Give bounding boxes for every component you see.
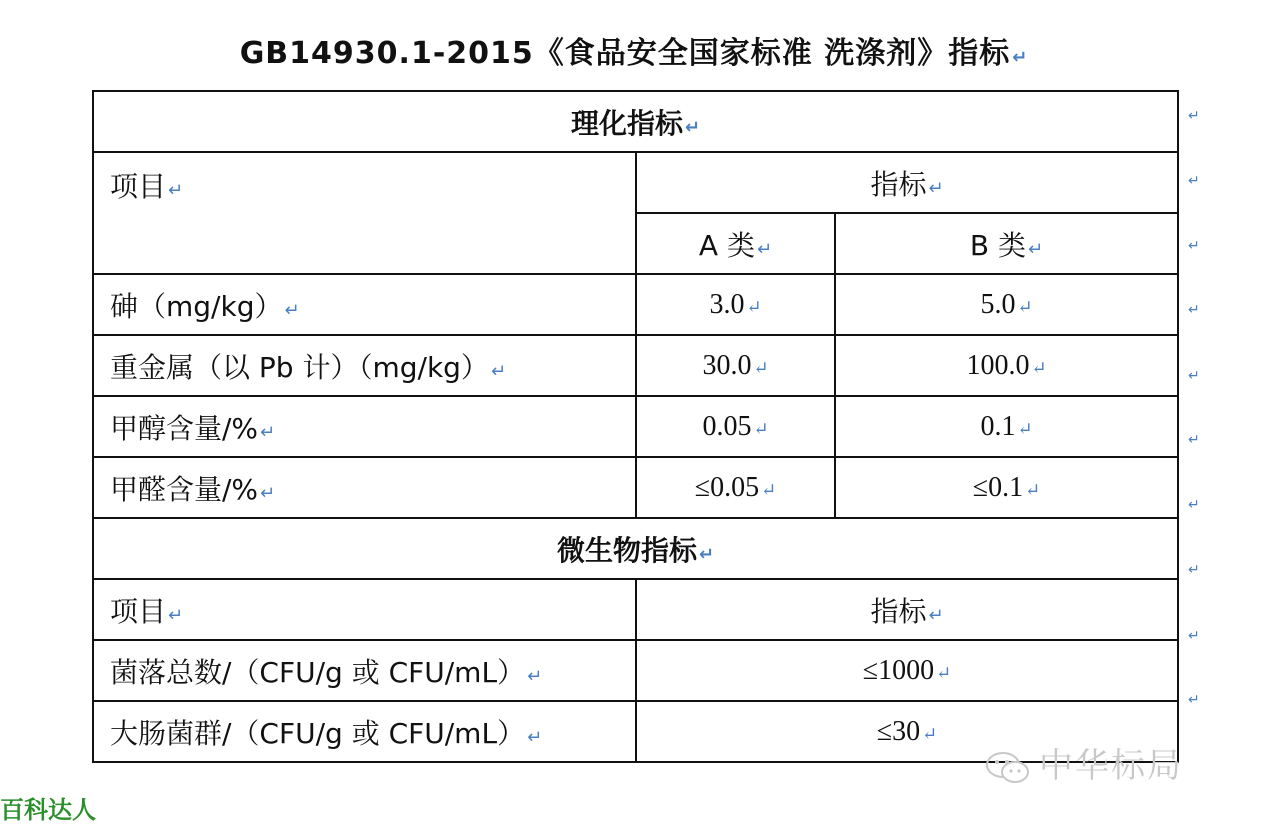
row-end-mark-icon: ↵ <box>1188 108 1200 124</box>
row-end-mark-icon: ↵ <box>1188 562 1200 578</box>
row-end-mark-icon: ↵ <box>1188 497 1200 513</box>
cell-item: 砷（mg/kg） ↵ <box>93 274 636 335</box>
wechat-icon <box>985 750 1031 786</box>
row-end-mark-icon: ↵ <box>1188 368 1200 384</box>
paragraph-mark-icon: ↵ <box>168 604 184 626</box>
cell-value: ≤1000 ↵ <box>636 640 1178 701</box>
table-row <box>93 274 1178 335</box>
paragraph-mark-icon: ↵ <box>753 357 769 378</box>
cell-value-b: ≤0.1 ↵ <box>835 457 1178 518</box>
title-text: GB14930.1-2015《食品安全国家标准 洗涤剂》指标 <box>239 36 1011 71</box>
paragraph-mark-icon: ↵ <box>922 723 938 744</box>
paragraph-mark-icon: ↵ <box>746 296 762 317</box>
row-end-mark-icon: ↵ <box>1188 238 1200 254</box>
row-end-mark-icon: ↵ <box>1188 628 1200 644</box>
header-class-a: A 类 ↵ <box>636 213 835 274</box>
table-row <box>93 579 1178 640</box>
cell-value-a: 0.05 ↵ <box>636 396 835 457</box>
paragraph-mark-icon: ↵ <box>527 726 543 748</box>
paragraph-mark-icon: ↵ <box>761 479 777 500</box>
document-title <box>0 28 1268 72</box>
paragraph-mark-icon: ↵ <box>260 421 276 443</box>
paragraph-mark-icon: ↵ <box>1017 418 1033 439</box>
header-item: 项目 ↵ <box>93 152 636 274</box>
paragraph-mark-icon: ↵ <box>753 418 769 439</box>
paragraph-mark-icon: ↵ <box>928 177 944 199</box>
cell-item: 甲醛含量/% ↵ <box>93 457 636 518</box>
section-heading-physchem: 理化指标 ↵ <box>93 91 1178 152</box>
section-heading-micro: 微生物指标 ↵ <box>93 518 1178 579</box>
paragraph-mark-icon: ↵ <box>527 665 543 687</box>
paragraph-mark-icon: ↵ <box>168 180 184 201</box>
corner-logo: 百科达人 <box>0 796 96 824</box>
row-end-mark-icon: ↵ <box>1188 173 1200 189</box>
paragraph-mark-icon: ↵ <box>260 482 276 504</box>
table-row <box>93 91 1178 152</box>
table-row <box>93 152 1178 213</box>
cell-item: 重金属（以 Pb 计）（mg/kg） ↵ <box>93 335 636 396</box>
table-row <box>93 396 1178 457</box>
header-indicator: 指标 ↵ <box>636 152 1178 213</box>
paragraph-mark-icon: ↵ <box>284 299 300 321</box>
paragraph-mark-icon: ↵ <box>684 116 701 138</box>
paragraph-mark-icon: ↵ <box>756 238 773 260</box>
cell-item: 菌落总数/（CFU/g 或 CFU/mL） ↵ <box>93 640 636 701</box>
cell-value-b: 100.0 ↵ <box>835 335 1178 396</box>
cell-item: 甲醇含量/% ↵ <box>93 396 636 457</box>
header-item: 项目 ↵ <box>93 579 636 640</box>
cell-value-a: 3.0 ↵ <box>636 274 835 335</box>
paragraph-mark-icon: ↵ <box>928 604 944 626</box>
paragraph-mark-icon: ↵ <box>698 543 715 565</box>
row-end-mark-icon: ↵ <box>1188 432 1200 448</box>
watermark-text: 中华标局 <box>1039 746 1183 786</box>
cell-item: 大肠菌群/（CFU/g 或 CFU/mL） ↵ <box>93 701 636 762</box>
cell-value-a: ≤0.05 ↵ <box>636 457 835 518</box>
table-row <box>93 518 1178 579</box>
paragraph-mark-icon: ↵ <box>1028 238 1044 260</box>
paragraph-mark-icon: ↵ <box>1017 296 1033 317</box>
paragraph-mark-icon: ↵ <box>936 662 952 683</box>
row-end-mark-icon: ↵ <box>1188 302 1200 318</box>
watermark <box>985 738 1183 787</box>
paragraph-mark-icon: ↵ <box>490 360 507 382</box>
cell-value-a: 30.0 ↵ <box>636 335 835 396</box>
table-row <box>93 335 1178 396</box>
standard-table <box>92 90 1179 763</box>
cell-value: ≤30 ↵ <box>636 701 1178 762</box>
paragraph-mark-icon: ↵ <box>1025 479 1041 500</box>
cell-value-b: 0.1 ↵ <box>835 396 1178 457</box>
header-class-b: B 类 ↵ <box>835 213 1178 274</box>
row-end-mark-icon: ↵ <box>1188 692 1200 708</box>
paragraph-mark-icon: ↵ <box>1012 47 1029 68</box>
paragraph-mark-icon: ↵ <box>1031 357 1047 378</box>
table-row <box>93 457 1178 518</box>
header-indicator: 指标 ↵ <box>636 579 1178 640</box>
table-row <box>93 640 1178 701</box>
cell-value-b: 5.0 ↵ <box>835 274 1178 335</box>
